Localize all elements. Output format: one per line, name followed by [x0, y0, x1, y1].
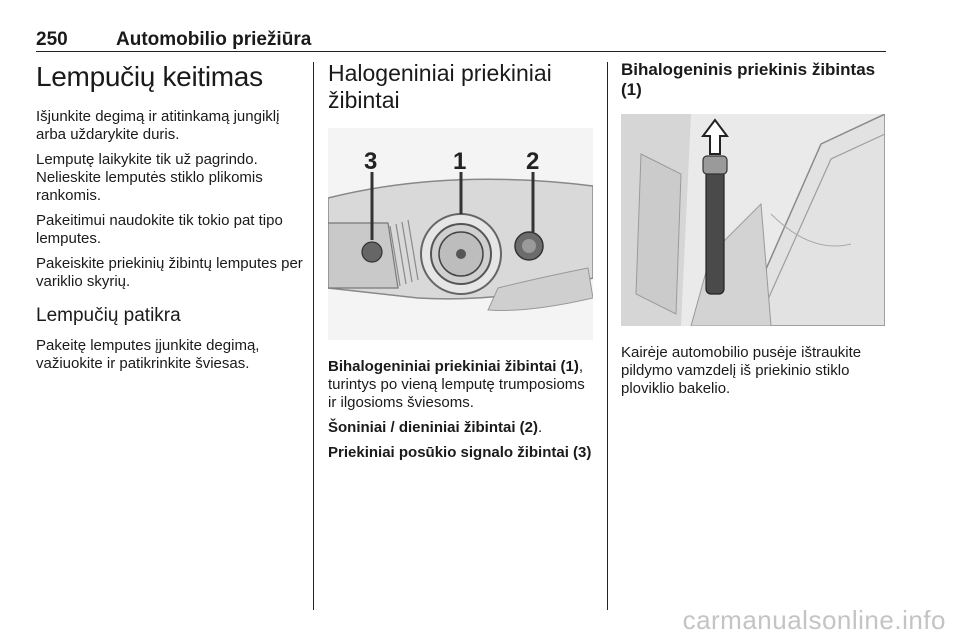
- caption-turn-signal: [328, 444, 596, 462]
- paragraph-check-lights: Pakeitę lemputes įjunkite degimą, važiuokite ir patikrinkite šviesas.: [36, 337, 260, 372]
- caption-bihalogen: [328, 358, 596, 412]
- column-2: [328, 60, 596, 469]
- column-1: [36, 60, 304, 380]
- caption-side-lights-bold: Šoniniai / dieniniai žibintai (2): [328, 419, 539, 436]
- watermark: carmanualsonline.info: [682, 605, 946, 635]
- paragraph-hold-bulb: Lemputę laikykite tik už pagrindo. Nelieskite lemputės stiklo plikomis rankomis.: [36, 151, 263, 204]
- callout-2: 2: [526, 148, 540, 175]
- washer-tube-illustration: [621, 114, 885, 326]
- paragraph-ignition: Išjunkite degimą ir atitinkamą jungiklį arba uždarykite duris.: [36, 108, 280, 143]
- section-title: Automobilio priežiūra: [116, 29, 312, 50]
- caption-turn-signal-bold: Priekiniai posūkio signalo žibintai (3): [328, 444, 592, 461]
- washer-filler-figure: [621, 114, 885, 326]
- page-number: 250: [36, 29, 68, 50]
- column-divider-2: [607, 62, 608, 610]
- bihalogen-headlight-heading: Bihalogeninis priekinis žibintas (1): [621, 60, 876, 99]
- page-header: [36, 27, 886, 52]
- bulb-replacement-heading: Lempučių keitimas: [36, 61, 263, 92]
- bulb-check-heading: Lempučių patikra: [36, 305, 181, 326]
- callout-1: 1: [453, 148, 467, 175]
- column-divider-1: [313, 62, 314, 610]
- headlight-rear-figure: [328, 128, 593, 340]
- halogen-headlights-heading: Halogeniniai priekiniai žibintai: [328, 60, 552, 113]
- caption-side-lights-rest: .: [538, 419, 543, 436]
- paragraph-pull-tube: Kairėje automobilio pusėje ištraukite pildymo vamzdelį iš priekinio stiklo ploviklio bakelio.: [621, 344, 862, 397]
- callout-3: 3: [364, 148, 378, 175]
- caption-bihalogen-bold: Bihalogeniniai priekiniai žibintai (1): [328, 358, 579, 375]
- paragraph-same-type: Pakeitimui naudokite tik tokio pat tipo lemputes.: [36, 212, 283, 247]
- caption-side-lights: [328, 419, 596, 437]
- paragraph-engine-compartment: Pakeiskite priekinių žibintų lemputes per variklio skyrių.: [36, 255, 303, 290]
- column-3: [621, 60, 885, 405]
- caption-bihalogen-rest: , turintys po vieną lemputę trumposioms ir ilgosioms šviesoms.: [328, 358, 585, 411]
